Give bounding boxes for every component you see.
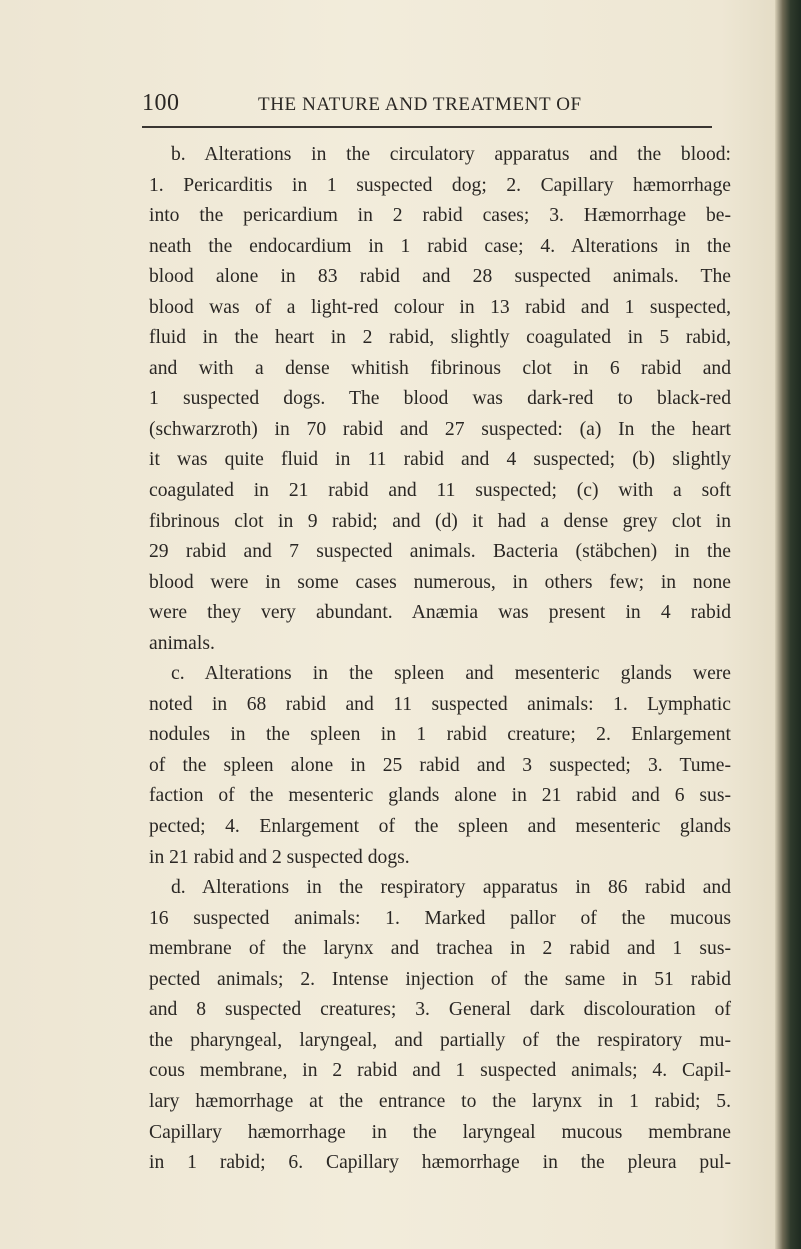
page-edge-shadow: [775, 0, 801, 1249]
text-line: it was quite fluid in 11 rabid and 4 suspected; (b) slightly: [149, 449, 731, 471]
text-line: in 1 rabid; 6. Capillary hæmorrhage in the pleura pul-: [149, 1152, 731, 1174]
text-line: neath the endocardium in 1 rabid case; 4. Alterations in the: [149, 235, 731, 257]
text-line: into the pericardium in 2 rabid cases; 3. Hæmorrhage be-: [149, 205, 731, 227]
text-line: and 8 suspected creatures; 3. General dark discolouration of: [149, 999, 731, 1021]
text-line: 16 suspected animals: 1. Marked pallor of the mucous: [149, 907, 731, 929]
text-line: and with a dense whitish fibrinous clot in 6 rabid and: [149, 357, 731, 379]
text-line: noted in 68 rabid and 11 suspected animals: 1. Lymphatic: [149, 693, 731, 715]
text-line: membrane of the larynx and trachea in 2 rabid and 1 sus-: [149, 938, 731, 960]
text-line: pected animals; 2. Intense injection of the same in 51 rabid: [149, 968, 731, 990]
text-line: fibrinous clot in 9 rabid; and (d) it had a dense grey clot in: [149, 510, 731, 532]
text-line: 1. Pericarditis in 1 suspected dog; 2. Capillary hæmorrhage: [149, 174, 731, 196]
text-line: d. Alterations in the respiratory apparatus in 86 rabid and: [171, 877, 731, 899]
text-line: the pharyngeal, laryngeal, and partially of the respiratory mu-: [149, 1029, 731, 1051]
text-line: 29 rabid and 7 suspected animals. Bacteria (stäbchen) in the: [149, 541, 731, 563]
text-line: animals.: [149, 632, 215, 654]
text-line: blood were in some cases numerous, in others few; in none: [149, 571, 731, 593]
text-line: fluid in the heart in 2 rabid, slightly coagulated in 5 rabid,: [149, 327, 731, 349]
text-line: nodules in the spleen in 1 rabid creature; 2. Enlargement: [149, 724, 731, 746]
text-line: b. Alterations in the circulatory apparatus and the blood:: [171, 144, 731, 165]
text-line: Capillary hæmorrhage in the laryngeal mucous membrane: [149, 1121, 731, 1143]
text-line: cous membrane, in 2 rabid and 1 suspected animals; 4. Capil-: [149, 1060, 731, 1082]
text-line: faction of the mesenteric glands alone in 21 rabid and 6 sus-: [149, 785, 731, 807]
text-line: pected; 4. Enlargement of the spleen and mesenteric glands: [149, 816, 731, 838]
body-text: [149, 140, 731, 1179]
page-number: 100: [142, 90, 180, 116]
text-line: in 21 rabid and 2 suspected dogs.: [149, 846, 410, 868]
text-line: 1 suspected dogs. The blood was dark-red to black-red: [149, 388, 731, 410]
text-line: (schwarzroth) in 70 rabid and 27 suspected: (a) In the heart: [149, 418, 731, 440]
running-title: THE NATURE AND TREATMENT OF: [258, 94, 582, 115]
text-line: c. Alterations in the spleen and mesenteric glands were: [171, 663, 731, 685]
text-line: blood was of a light-red colour in 13 rabid and 1 suspected,: [149, 296, 731, 318]
text-line: blood alone in 83 rabid and 28 suspected animals. The: [149, 266, 731, 288]
text-line: of the spleen alone in 25 rabid and 3 suspected; 3. Tume-: [149, 754, 731, 776]
page-header: [142, 90, 712, 128]
text-line: lary hæmorrhage at the entrance to the larynx in 1 rabid; 5.: [149, 1090, 731, 1112]
text-line: were they very abundant. Anæmia was present in 4 rabid: [149, 602, 731, 624]
text-line: coagulated in 21 rabid and 11 suspected; (c) with a soft: [149, 480, 731, 502]
